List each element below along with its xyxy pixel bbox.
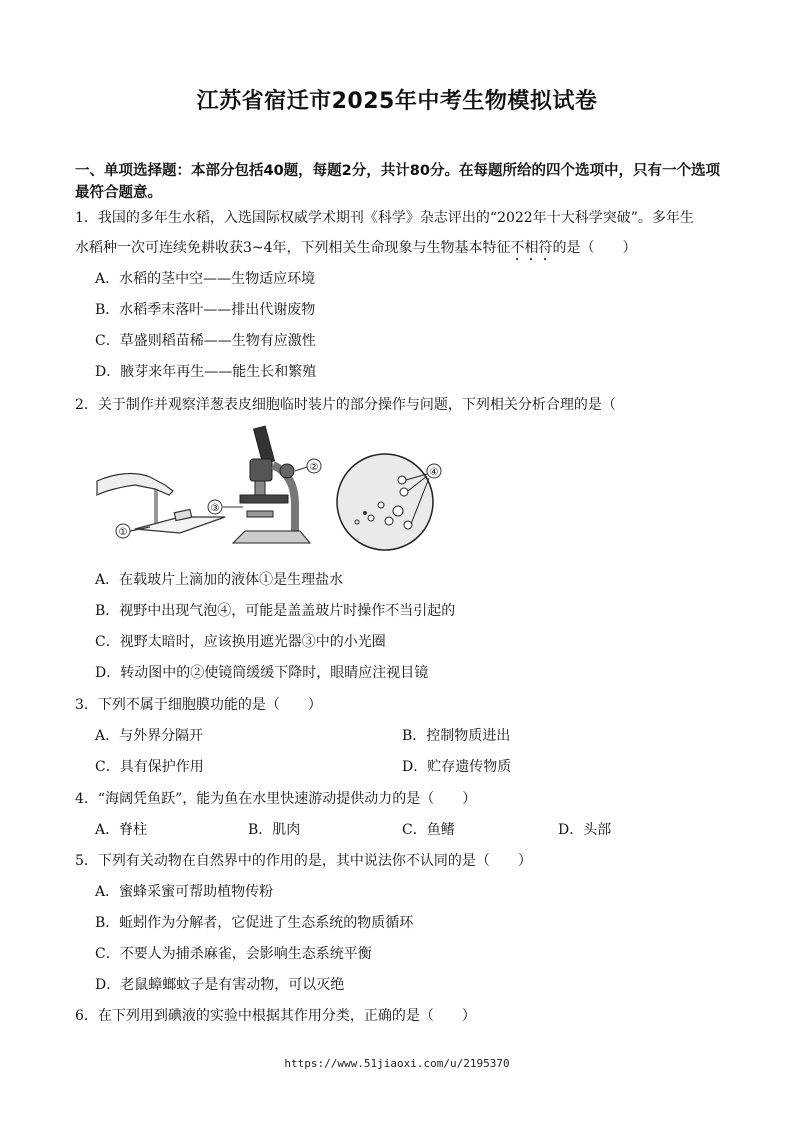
question-2-option-c: C．视野太暗时，应该换用遮光器③中的小光圈 [95, 634, 386, 650]
question-4-stem: 4．“海阔凭鱼跃”，能为鱼在水里快速游动提供动力的是（ ） [75, 791, 477, 807]
question-1-option-d: D．腋芽来年再生——能生长和繁殖 [95, 364, 317, 380]
question-1-option-b: B．水稻季末落叶——排出代谢废物 [95, 302, 316, 318]
page-title: 江苏省宿迁市2025年中考生物模拟试卷 [196, 89, 598, 114]
question-3-option-b: B．控制物质进出 [402, 728, 511, 744]
question-1-line-2-pre: 水稻种一次可连续免耕收获3~4年，下列相关生命现象与生物基本特征 [75, 240, 511, 256]
question-5-option-b: B．蚯蚓作为分解者，它促进了生态系统的物质循环 [95, 915, 414, 931]
label-3-text: ③ [210, 503, 220, 514]
dropper-illustration [97, 474, 225, 533]
section-heading: 一、单项选择题：本部分包括40题，每题2分，共计80分。在每题所给的四个选项中，只有一个选项最符合题意。 [75, 163, 720, 201]
label-1-text: ① [118, 527, 128, 538]
experiment-figure [95, 425, 445, 555]
question-3-option-c: C．具有保护作用 [95, 759, 204, 775]
question-5-option-a: A．蜜蜂采蜜可帮助植物传粉 [95, 884, 274, 900]
question-4-option-b: B．肌肉 [248, 822, 301, 838]
label-2 [295, 459, 321, 473]
question-4-option-d: D．头部 [558, 822, 612, 838]
question-1-line-1: 1．我国的多年生水稻，入选国际权威学术期刊《科学》杂志评出的“2022年十大科学突破”。多年生 [75, 210, 694, 226]
label-4-text: ④ [429, 467, 439, 478]
question-1-option-a: A．水稻的茎中空——生物适应环境 [95, 271, 316, 287]
question-3-option-d: D．贮存遗传物质 [402, 759, 512, 775]
question-2-stem: 2．关于制作并观察洋葱表皮细胞临时装片的部分操作与问题，下列相关分析合理的是（ [75, 397, 616, 413]
question-5-stem: 5．下列有关动物在自然界中的作用的是，其中说法你不认同的是（ ） [75, 853, 532, 869]
question-1-line-2-post: 的是（ ） [552, 240, 637, 256]
question-1-option-c: C．草盛则稻苗稀——生物有应激性 [95, 333, 316, 349]
label-3 [208, 500, 243, 514]
question-2-option-d: D．转动图中的②使镜筒缓缓下降时，眼睛应注视目镜 [95, 665, 429, 681]
emphasized-text: 不相符 [510, 240, 553, 256]
question-6-stem: 6．在下列用到碘液的实验中根据其作用分类，正确的是（ ） [75, 1008, 476, 1024]
question-4-option-a: A．脊柱 [95, 822, 148, 838]
question-3-stem: 3．下列不属于细胞膜功能的是（ ） [75, 697, 322, 713]
footer-url[interactable]: https://www.51jiaoxi.com/u/2195370 [284, 1057, 510, 1070]
label-1 [116, 524, 130, 538]
question-3-option-a: A．与外界分隔开 [95, 728, 204, 744]
question-2-option-a: A．在载玻片上滴加的液体①是生理盐水 [95, 572, 344, 588]
question-2-option-b: B．视野中出现气泡④，可能是盖盖玻片时操作不当引起的 [95, 603, 456, 619]
question-1-line-2 [75, 238, 637, 264]
question-5-option-d: D．老鼠蟑螂蚊子是有害动物，可以灭绝 [95, 977, 345, 993]
label-4 [427, 464, 441, 478]
microscope-illustration [233, 426, 310, 543]
microscope-field-of-view [337, 454, 433, 550]
question-5-option-c: C．不要人为捕杀麻雀，会影响生态系统平衡 [95, 946, 372, 962]
label-2-text: ② [309, 462, 319, 473]
question-4-option-c: C．鱼鳍 [402, 822, 455, 838]
